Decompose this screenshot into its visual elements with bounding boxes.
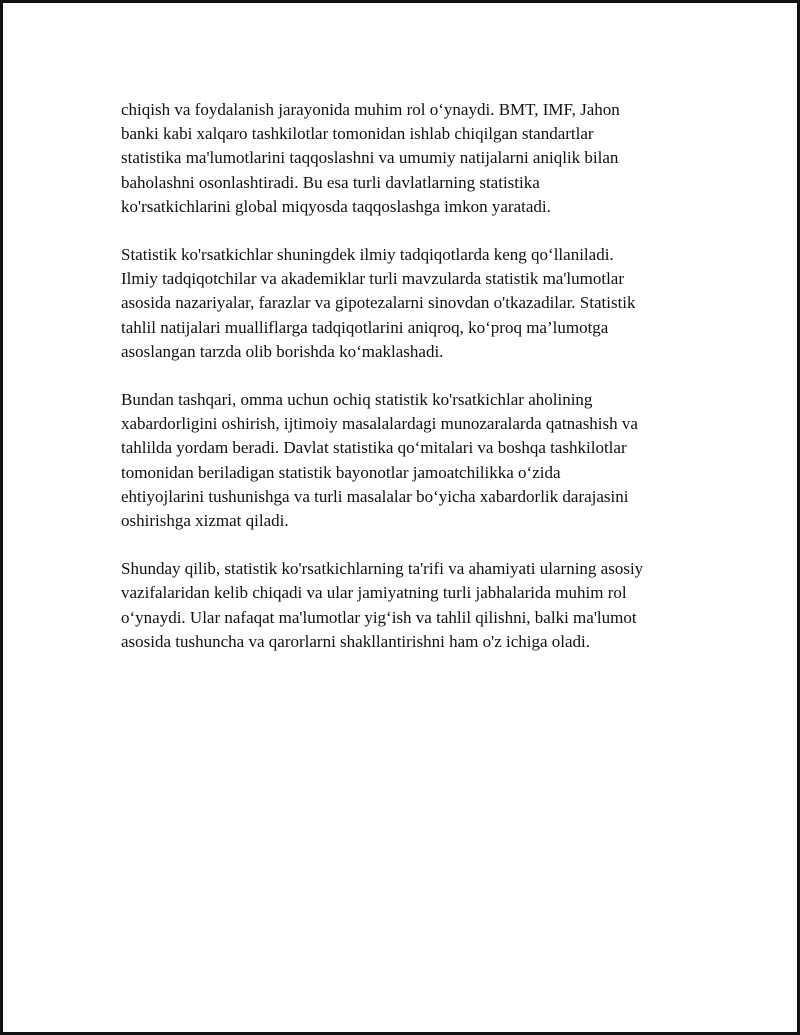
text-line: xabardorligini oshirish, ijtimoiy masalalardagi munozaralarda qatnashish va <box>121 414 638 434</box>
text-line: banki kabi xalqaro tashkilotlar tomonidan ishlab chiqilgan standartlar <box>121 124 594 144</box>
paragraph-2 <box>121 243 696 364</box>
text-line: baholashni osonlashtiradi. Bu esa turli davlatlarning statistika <box>121 172 540 192</box>
text-line: Shunday qilib, statistik ko'rsatkichlarning ta'rifi va ahamiyati ularning asosiy <box>121 559 644 579</box>
paragraph-4 <box>121 557 696 654</box>
text-line: asosida tushuncha va qarorlarni shakllantirishni ham o'z ichiga oladi. <box>121 631 591 651</box>
text-line: Bundan tashqari, omma uchun ochiq statistik ko'rsatkichlar aholining <box>121 390 593 410</box>
text-line: Ilmiy tadqiqotchilar va akademiklar turli mavzularda statistik ma'lumotlar <box>121 269 624 289</box>
text-line: oshirishga xizmat qiladi. <box>121 511 289 531</box>
text-line: chiqish va foydalanish jarayonida muhim rol o‘ynaydi. BMT, IMF, Jahon <box>121 100 620 119</box>
text-line: ehtiyojlarini tushunishga va turli masalalar bo‘yicha xabardorlik darajasini <box>121 486 629 506</box>
text-line: o‘ynaydi. Ular nafaqat ma'lumotlar yig‘ish va tahlil qilishni, balki ma'lumot <box>121 607 637 627</box>
text-line: statistika ma'lumotlarini taqqoslashni va umumiy natijalarni aniqlik bilan <box>121 148 619 168</box>
text-line: tomonidan beriladigan statistik bayonotlar jamoatchilikka o‘zida <box>121 462 561 482</box>
text-line: asosida nazariyalar, farazlar va gipotezalarni sinovdan o'tkazadilar. Statistik <box>121 293 636 313</box>
text-line: Statistik ko'rsatkichlar shuningdek ilmiy tadqiqotlarda keng qo‘llaniladi. <box>121 245 614 265</box>
text-line: tahlilda yordam beradi. Davlat statistika qo‘mitalari va boshqa tashkilotlar <box>121 438 627 458</box>
paragraph-3 <box>121 388 696 533</box>
text-line: ko'rsatkichlarini global miqyosda taqqoslashga imkon yaratadi. <box>121 196 551 216</box>
document-body <box>121 98 696 678</box>
text-line: vazifalaridan kelib chiqadi va ular jamiyatning turli jabhalarida muhim rol <box>121 583 627 603</box>
text-line: tahlil natijalari mualliflarga tadqiqotlarini aniqroq, ko‘proq ma’lumotga <box>121 317 609 337</box>
text-line: asoslangan tarzda olib borishda ko‘maklashadi. <box>121 341 444 361</box>
paragraph-1 <box>121 98 696 219</box>
